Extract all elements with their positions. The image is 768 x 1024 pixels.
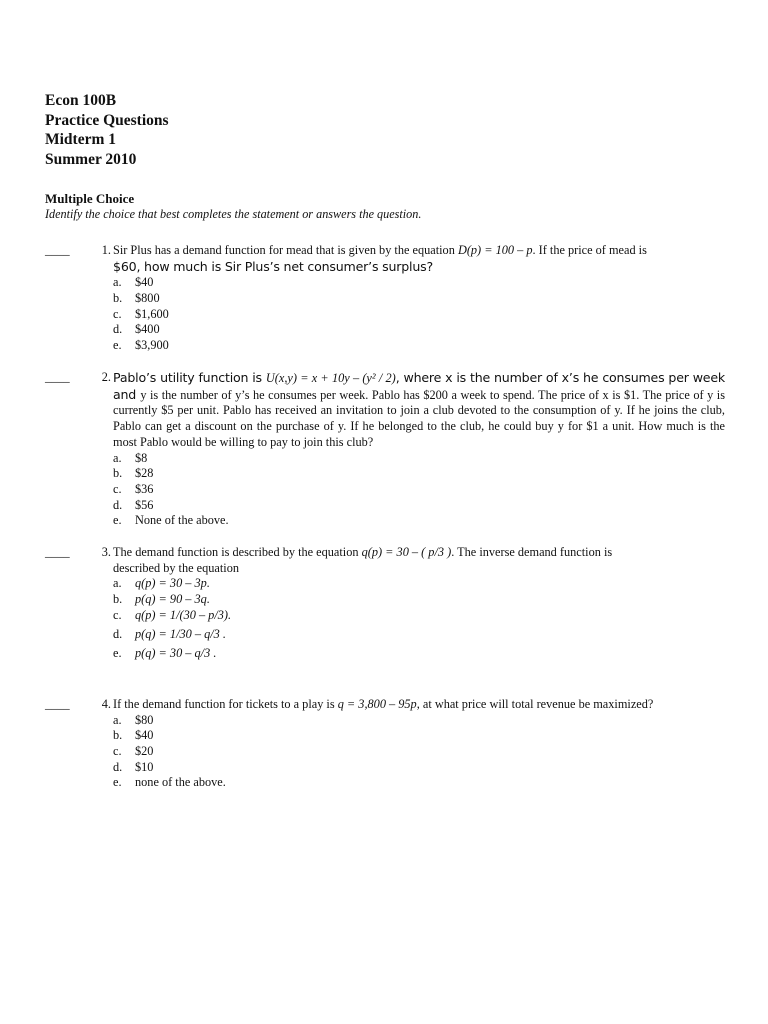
choice-a[interactable]: a. q(p) = 30 – 3p. [113, 576, 210, 591]
exam-name: Midterm 1 [45, 131, 117, 148]
answer-blank[interactable]: ____ [45, 243, 70, 257]
question-3 [45, 545, 725, 665]
choice-list [113, 275, 725, 353]
section-heading [45, 191, 421, 222]
question-formula: q = 3,800 – 95p [337, 697, 417, 711]
question-number: 2. [101, 370, 111, 384]
question-number: 1. [101, 243, 111, 257]
question-formula: D(p) = 100 – p [457, 243, 533, 257]
choice-d[interactable]: d. p(q) = 1/30 – q/3 . [113, 626, 226, 641]
choice-d[interactable]: d. $10 [113, 759, 154, 774]
question-number: 4. [101, 697, 111, 711]
section-title: Multiple Choice [45, 191, 135, 206]
choice-d[interactable]: d. $400 [113, 322, 160, 337]
choice-list [113, 451, 725, 529]
question-formula: U(x,y) = x + 10y – (y² / 2) [265, 371, 396, 385]
document-type: Practice Questions [45, 111, 169, 129]
choice-list [113, 713, 725, 791]
choice-c[interactable]: c. $20 [113, 744, 154, 759]
question-1 [45, 243, 725, 354]
question-4 [45, 697, 725, 791]
question-2 [45, 370, 725, 529]
exam-term: Summer 2010 [45, 150, 137, 168]
question-stem: Sir Plus has a demand function for mead that is given by the equation D(p) = 100 – p. If the price of mead is $60, how much is Sir Plus’s net consumer’s surplus? [113, 243, 647, 274]
question-stem: If the demand function for tickets to a play is q = 3,800 – 95p, at what price will total revenue be maximized? [113, 697, 654, 711]
choice-e[interactable]: e. None of the above. [113, 513, 229, 528]
question-formula: q(p) = 30 – ( p/3 ) [361, 545, 452, 559]
course-title: Econ 100B [45, 92, 117, 109]
question-stem: Pablo’s utility function is U(x,y) = x + 10y – (y² / 2), where x is the number of x’s he consumes per week and y is the number of y’s he consumes per week. Pablo has $200 a week to spend. The price of x is $1. The price of y is currently $5 per unit. Pablo has received an invitation to join a club devoted to the consumption of y. If he joins the club, Pablo can get a discount on the purchase of y. If he belonged to the club, he could buy y for $1 a unit. How much is the most Pablo would be willing to pay to join this club? [113, 370, 725, 449]
answer-blank[interactable]: ____ [45, 370, 70, 384]
choice-c[interactable]: c. $1,600 [113, 306, 169, 321]
choice-b[interactable]: b. $40 [113, 728, 154, 743]
choice-list [113, 576, 725, 664]
choice-b[interactable]: b. $28 [113, 466, 154, 481]
choice-b[interactable]: b. p(q) = 90 – 3q. [113, 592, 210, 607]
choice-d[interactable]: d. $56 [113, 497, 154, 512]
choice-c[interactable]: c. $36 [113, 481, 154, 496]
choice-a[interactable]: a. $80 [113, 712, 154, 727]
question-stem: The demand function is described by the equation q(p) = 30 – ( p/3 ). The inverse demand function is described by the equation [113, 545, 613, 575]
question-number: 3. [101, 545, 111, 559]
document-header [45, 91, 169, 169]
answer-blank[interactable]: ____ [45, 697, 70, 711]
choice-e[interactable]: e. none of the above. [113, 775, 226, 790]
answer-blank[interactable]: ____ [45, 545, 70, 559]
choice-a[interactable]: a. $40 [113, 275, 154, 290]
choice-e[interactable]: e. $3,900 [113, 338, 169, 353]
section-instructions: Identify the choice that best completes the statement or answers the question. [45, 207, 422, 221]
choice-e[interactable]: e. p(q) = 30 – q/3 . [113, 645, 217, 660]
choice-b[interactable]: b. $800 [113, 291, 160, 306]
choice-a[interactable]: a. $8 [113, 450, 148, 465]
choice-c[interactable]: c. q(p) = 1/(30 – p/3). [113, 607, 232, 622]
